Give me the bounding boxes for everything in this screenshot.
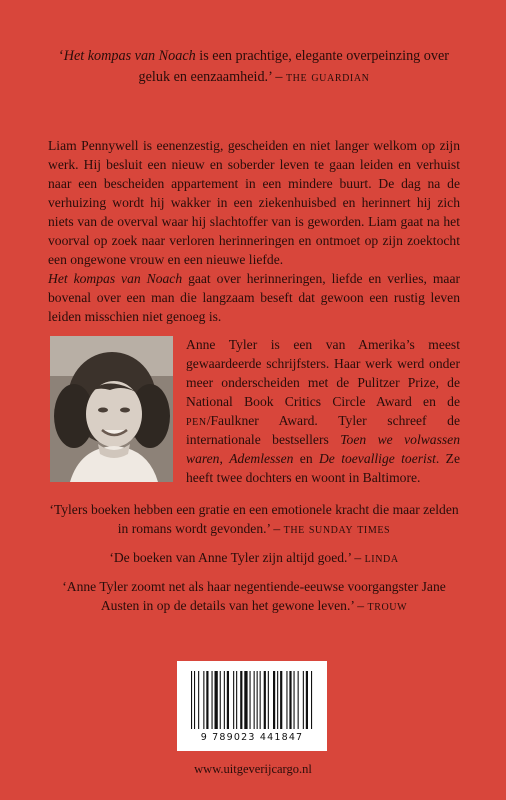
blurb-book-title: Het kompas van Noach bbox=[48, 271, 183, 286]
quote-source: the guardian bbox=[285, 69, 370, 85]
quote-open-mark: ‘ bbox=[58, 48, 64, 64]
review-quote-2-source: linda bbox=[364, 550, 399, 565]
blurb-paragraph-2-text: gaat over herinneringen, liefde en verlies, maar bovenal over een man die langzaam beseft dat gewoon een rustig leven leiden misschien niet genoeg is. bbox=[48, 271, 460, 324]
bio-sep-1: , bbox=[219, 451, 230, 466]
review-quote-3-text: ‘Anne Tyler zoomt net als haar negentiende-eeuwse voorgangster Jane Austen in op de details van het gewone leven.’ – bbox=[62, 579, 446, 613]
review-quotes bbox=[48, 500, 460, 625]
bio-book-1: Toen we volwassen waren bbox=[186, 432, 460, 466]
review-quote-1 bbox=[48, 500, 460, 538]
author-bio-text bbox=[186, 335, 460, 487]
bio-book-3: De toevallige toerist bbox=[318, 451, 436, 466]
quote-text: is een prachtige, elegante overpeinzing over geluk en eenzaamheid.’ – bbox=[138, 48, 450, 85]
bio-sep-2: en bbox=[293, 451, 319, 466]
author-bio bbox=[186, 335, 460, 487]
review-quote-3-source: trouw bbox=[367, 598, 408, 613]
blurb-paragraph-1: Liam Pennywell is eenenzestig, gescheiden en niet langer welkom op zijn werk. Hij besluit een nieuw en soberder leven te gaan leiden en verhuist naar een bescheiden appartement in een mindere buurt. De dag na de verhuizing wordt hij wakker in een ziekenhuisbed en herinnert hij zich niets van de overval waar hij slachtoffer van is geworden. Liam gaat na het voorval op zoek naar verloren herinneringen en ontmoet op zijn zoektocht een ongewone vrouw en een nieuwe liefde. bbox=[48, 138, 460, 267]
publisher-website: www.uitgeverijcargo.nl bbox=[194, 762, 312, 776]
review-quote-1-text: ‘Tylers boeken hebben een gratie en een emotionele kracht die maar zelden in romans wordt gevonden.’ – bbox=[49, 502, 459, 536]
bio-pen: pen bbox=[186, 413, 207, 428]
isbn-barcode bbox=[177, 661, 327, 751]
book-blurb bbox=[48, 136, 460, 326]
blurb-paragraph-2 bbox=[48, 269, 460, 326]
bio-book-2: Ademlessen bbox=[229, 451, 294, 466]
book-title: Het kompas van Noach bbox=[63, 48, 196, 64]
review-quote-1-source: the sunday times bbox=[283, 521, 391, 536]
review-quote-2-text: ‘De boeken van Anne Tyler zijn altijd goed.’ – bbox=[109, 550, 365, 565]
review-quote-3 bbox=[48, 577, 460, 615]
bio-part-2: /Faulkner Award. Tyler schreef de internationale bestsellers bbox=[186, 413, 460, 447]
top-review-quote bbox=[48, 46, 460, 88]
bio-part-1: Anne Tyler is een van Amerika’s meest gewaardeerde schrijfsters. Haar werk werd onder meer onderscheiden met de Pulitzer Prize, de National Book Critics Circle Award en de bbox=[186, 337, 460, 409]
review-quote-2 bbox=[48, 548, 460, 567]
barcode-number: 9 789023 441847 bbox=[200, 732, 304, 743]
barcode-bars bbox=[189, 671, 315, 731]
bio-part-3: . Ze heeft twee dochters en woont in Baltimore. bbox=[186, 451, 460, 485]
author-photo bbox=[50, 336, 173, 482]
